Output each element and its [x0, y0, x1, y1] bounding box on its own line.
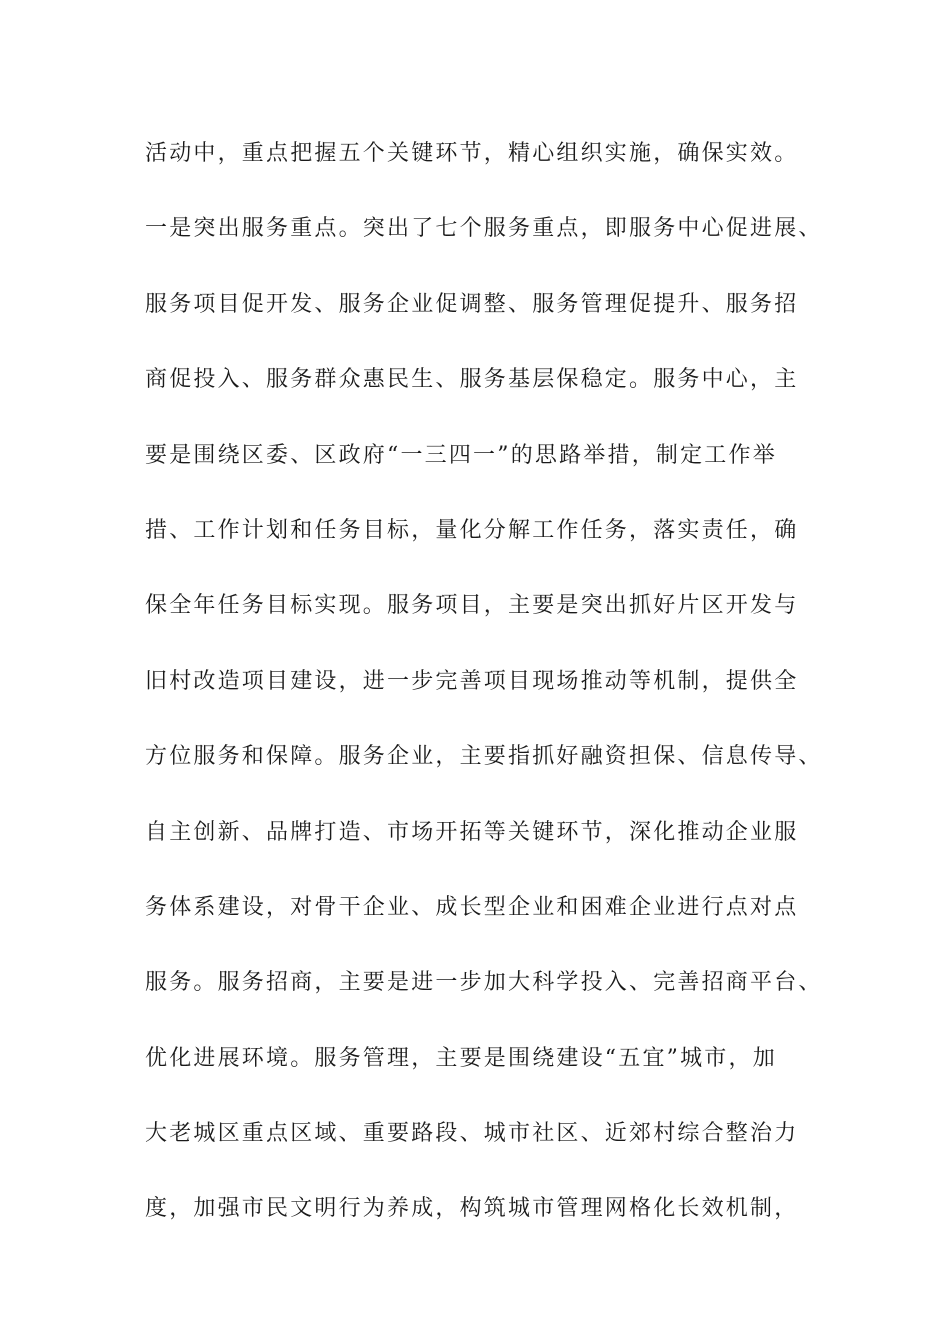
text-line: 活动中，重点把握五个关键环节，精心组织实施，确保实效。	[145, 141, 799, 166]
text-line: 度，加强市民文明行为养成，构筑城市管理网格化长效机制，	[145, 1196, 799, 1222]
text-line: 一是突出服务重点。突出了七个服务重点，即服务中心促进展、	[145, 216, 823, 242]
text-line: 商促投入、服务群众惠民生、服务基层保稳定。服务中心，主	[145, 367, 799, 393]
text-line: 保全年任务目标实现。服务项目，主要是突出抓好片区开发与	[145, 593, 799, 619]
text-line: 方位服务和保障。服务企业，主要指抓好融资担保、信息传导、	[145, 744, 823, 770]
text-line: 务体系建设，对骨干企业、成长型企业和困难企业进行点对点	[145, 894, 799, 920]
text-line: 旧村改造项目建设，进一步完善项目现场推动等机制，提供全	[145, 668, 799, 694]
text-line: 优化进展环境。服务管理，主要是围绕建设“五宜”城市，加	[145, 1045, 777, 1071]
text-line: 服务项目促开发、服务企业促调整、服务管理促提升、服务招	[145, 291, 799, 317]
text-line: 措、工作计划和任务目标，量化分解工作任务，落实责任，确	[145, 517, 799, 543]
text-line: 要是围绕区委、区政府“一三四一”的思路举措，制定工作举	[145, 442, 777, 468]
text-line: 自主创新、品牌打造、市场开拓等关键环节，深化推动企业服	[145, 819, 799, 845]
body-text	[145, 130, 845, 1261]
text-line: 大老城区重点区域、重要路段、城市社区、近郊村综合整治力	[145, 1121, 799, 1147]
text-line: 服务。服务招商，主要是进一步加大科学投入、完善招商平台、	[145, 970, 823, 996]
